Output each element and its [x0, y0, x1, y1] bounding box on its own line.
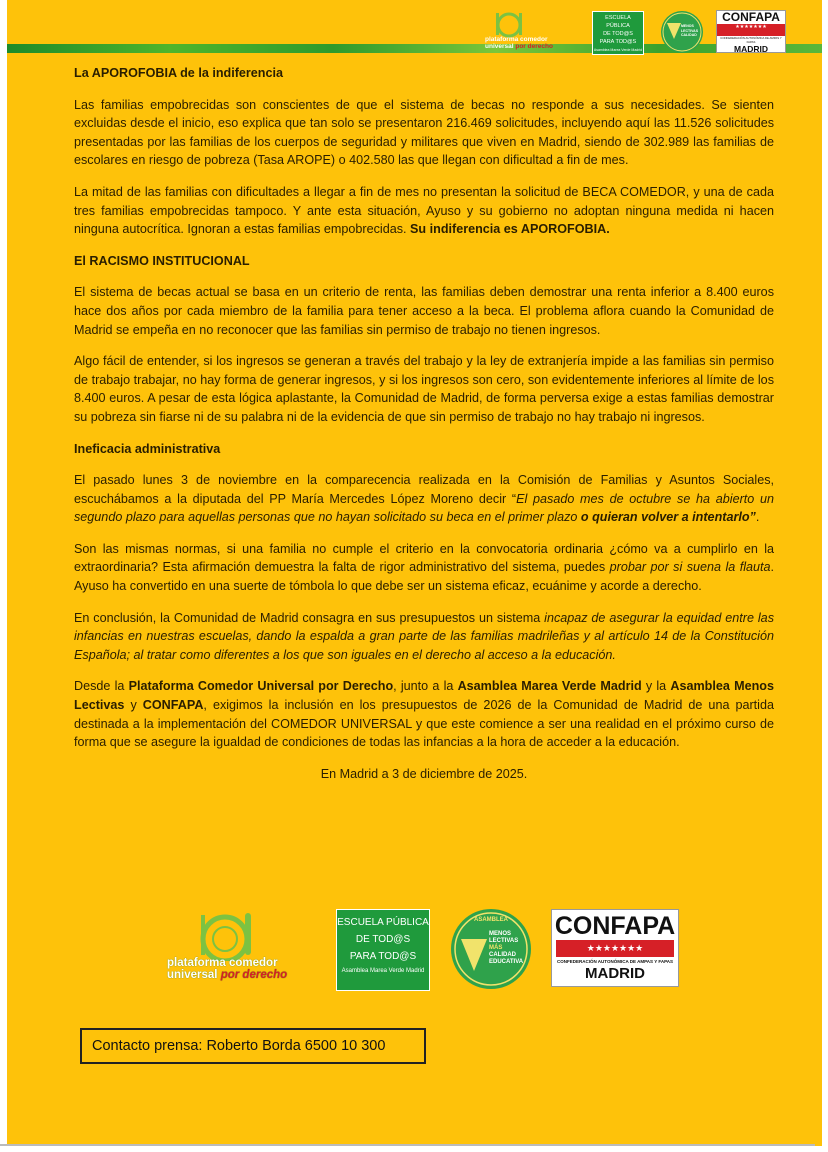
paragraph-7-text: En conclusión, la Comunidad de Madrid consagra en sus presupuestos un sistema	[74, 610, 545, 625]
header-logo-confapa	[716, 10, 786, 53]
footer-logo-menos-lectivas	[451, 909, 531, 989]
header-ml-l2: LECTIVAS	[681, 28, 699, 33]
paragraph-6-text: Son las mismas normas, si una familia no cumple el criterio en la convocatoria ordinaria ¿cómo va a cumplirlo en la extraordinaria? Esta afirmación demuestra la falta de rigor administrativo del sistema, puedes	[74, 541, 774, 575]
footer-escuela-line4: Asamblea Marea Verde Madrid	[341, 968, 425, 974]
footer-plataforma-line1: plataforma comedor	[167, 957, 278, 969]
paragraph-8-e: y la	[641, 679, 671, 694]
footer-logo-confapa	[551, 909, 679, 987]
paragraph-8-a: Desde la	[74, 679, 129, 694]
footer-plataforma-line2: universal	[167, 969, 218, 981]
footer-escuela-line3: PARA TOD@S	[349, 951, 417, 962]
header-confapa-city: MADRID	[734, 44, 768, 54]
document-page	[7, 0, 822, 1146]
paragraph-8-g: y	[124, 698, 143, 713]
header-confapa-sub: CONFEDERACIÓN AUTONÓMICA DE AMPAS Y FAPAS	[720, 36, 782, 44]
footer-confapa-sub: CONFEDERACIÓN AUTONÓMICA DE AMPAS Y FAPAS	[556, 959, 674, 964]
header-escuela-line4: Asamblea Marea Verde Madrid	[593, 48, 643, 52]
document-body	[74, 64, 774, 796]
paragraph-8-menos-lectivas: Asamblea Menos Lectivas	[74, 679, 774, 713]
footer-confapa-city: MADRID	[585, 965, 645, 982]
paragraph-2-text: La mitad de las familias con dificultades a llegar a fin de mes no presentan la solicitud de BECA COMEDOR, y una de cada tres familias empobrecidas tampoco. Y ante esta situación, Ayuso y su gobierno no adoptan ninguna medida ni hacen ninguna autocrítica. Ignoran a estas familias empobrecidas.	[74, 184, 774, 237]
header-ml-l4: CALIDAD	[681, 33, 697, 37]
paragraph-8-i: , exigimos la inclusión en los presupuestos de 2026 de la Comunidad de Madrid de una partida destinada a la implementación del COMEDOR UNIVERSAL y que este comience a ser una realidad en el próximo curso de forma que se asegure la igualdad de condiciones de todas las infancias a la hora de acceder a la educación.	[74, 698, 774, 750]
paragraph-5-text: El pasado lunes 3 de noviembre en la comparecencia realizada en la Comisión de Familias y Asuntos Sociales, escuchábamos a la diputada del PP María Mercedes López Moreno decir “	[74, 473, 774, 506]
header-logo-menos-lectivas	[661, 11, 703, 53]
paragraph-8-c: , junto a la	[393, 679, 458, 694]
paragraph-2	[74, 183, 774, 239]
paragraph-1: Las familias empobrecidas son conscientes de que el sistema de becas no responde a sus necesidades. Se sienten excluidas desde el inicio, eso explica que tan solo se presentaron 216.469 solicitudes, incluyendo aquí las 11.526 solicitudes presentadas por las familias de los cuerpos de seguridad y militares que viven en Madrid, siendo de 302.989 las familias de escolares en riesgo de pobreza (Tasa AROPE) o 402.580 las que llegan con dificultad a fin de mes.	[74, 97, 774, 168]
heading-racismo: El RACISMO INSTITUCIONAL	[74, 253, 250, 268]
paragraph-6	[74, 540, 774, 596]
header-escuela-line2: DE TOD@S	[603, 31, 633, 37]
header-confapa-title: CONFAPA	[722, 10, 780, 24]
paragraph-3: El sistema de becas actual se basa en un criterio de renta, las familias deben demostrar una renta inferior a 8.400 euros hace dos años por cada miembro de la familia para tener acceso a la beca. El problema aflora cuando la Comunidad de Madrid se empeña en no reconocer que las familias sin permiso de trabajo no tienen ingresos.	[74, 285, 774, 337]
footer-logo-escuela-publica	[336, 909, 430, 991]
paragraph-8-marea-verde: Asamblea Marea Verde Madrid	[457, 679, 642, 694]
footer-ml-l5: EDUCATIVA	[489, 959, 524, 965]
paragraph-4: Algo fácil de entender, si los ingresos se generan a través del trabajo y la ley de extranjería impide a las familias sin permiso de trabajo trabajar, no hay forma de generar ingresos, y si los ingresos son cero, son evidentemente inferiores al límite de los 8.400 euros. A pesar de esta lógica aplastante, la Comunidad de Madrid, de forma perversa exige a estas familias demostrar su pobreza sin fiarse ni de su palabra ni de la evidencia de que sin permiso de trabajo no hay trabajo ni ingresos.	[74, 354, 774, 424]
document-date: En Madrid a 3 de diciembre de 2025.	[320, 766, 528, 781]
footer-confapa-title: CONFAPA	[554, 912, 676, 940]
header-confapa-stars: ★★★★★★★	[717, 24, 785, 36]
paragraph-5-end: .	[755, 510, 760, 525]
heading-ineficacia: Ineficacia administrativa	[74, 441, 221, 456]
footer-escuela-line1: ESCUELA PÚBLICA	[337, 917, 429, 928]
footer-escuela-line2: DE TOD@S	[355, 934, 411, 945]
heading-aporofobia: La APOROFOBIA de la indiferencia	[74, 66, 284, 80]
header-logo-plataforma	[485, 10, 573, 54]
footer-logo-row	[7, 907, 822, 989]
plate-fork-icon	[165, 909, 320, 961]
header-plataforma-line1: plataforma comedor	[485, 36, 548, 43]
paragraph-5-quote-bold: o quieran volver a intentarlo”	[580, 510, 756, 525]
paragraph-7	[74, 609, 774, 665]
footer-ml-l1: MENOS	[489, 931, 512, 937]
paragraph-5-quote: El pasado mes de octubre se ha abierto un segundo plazo para aquellas personas que no hayan solicitado su beca en el primer plazo	[74, 491, 774, 525]
paragraph-2-bold: Su indiferencia es APOROFOBIA.	[410, 222, 610, 237]
footer-ml-l3: MÁS	[489, 945, 503, 951]
press-contact-box: Contacto prensa: Roberto Borda 6500 10 300	[80, 1028, 426, 1064]
paragraph-6-end: . Ayuso ha convertido en una suerte de tómbola lo que debe ser un sistema eficaz, ecuánime y acorde a derecho.	[74, 560, 775, 594]
paragraph-8	[74, 677, 774, 751]
paragraph-6-italic: probar por si suena la flauta	[609, 560, 771, 575]
header-logo-escuela-publica	[592, 11, 644, 55]
footer-confapa-stars: ★★★★★★★	[556, 940, 674, 957]
footer-ml-l4: CALIDAD	[489, 952, 516, 958]
footer-ml-l2: LECTIVAS	[489, 938, 519, 944]
header-escuela-line1: ESCUELA PÚBLICA	[605, 15, 631, 29]
footer-logo-plataforma	[165, 909, 320, 989]
header-plataforma-line2b: por derecho	[515, 43, 553, 50]
footer-plataforma-line2b: por derecho	[220, 969, 288, 981]
paragraph-7-italic: incapaz de asegurar la equidad entre las infancias en nuestras escuelas, dando la espalda a gran parte de las familias madrileñas y al artículo 14 de la Constitución Española; al tratar como diferentes a los que son iguales en el derecho al acceso a la educación.	[74, 610, 774, 662]
paragraph-8-plataforma: Plataforma Comedor Universal por Derecho	[128, 679, 394, 694]
paragraph-5	[74, 471, 774, 527]
paragraph-8-confapa: CONFAPA	[142, 698, 204, 713]
header-plataforma-line2: universal	[485, 43, 514, 50]
bottom-divider	[0, 1144, 815, 1146]
header-ml-l1: MENOS	[681, 24, 694, 28]
footer-ml-top: ASAMBLEA	[474, 917, 508, 923]
header-escuela-line3: PARA TOD@S	[599, 39, 637, 45]
